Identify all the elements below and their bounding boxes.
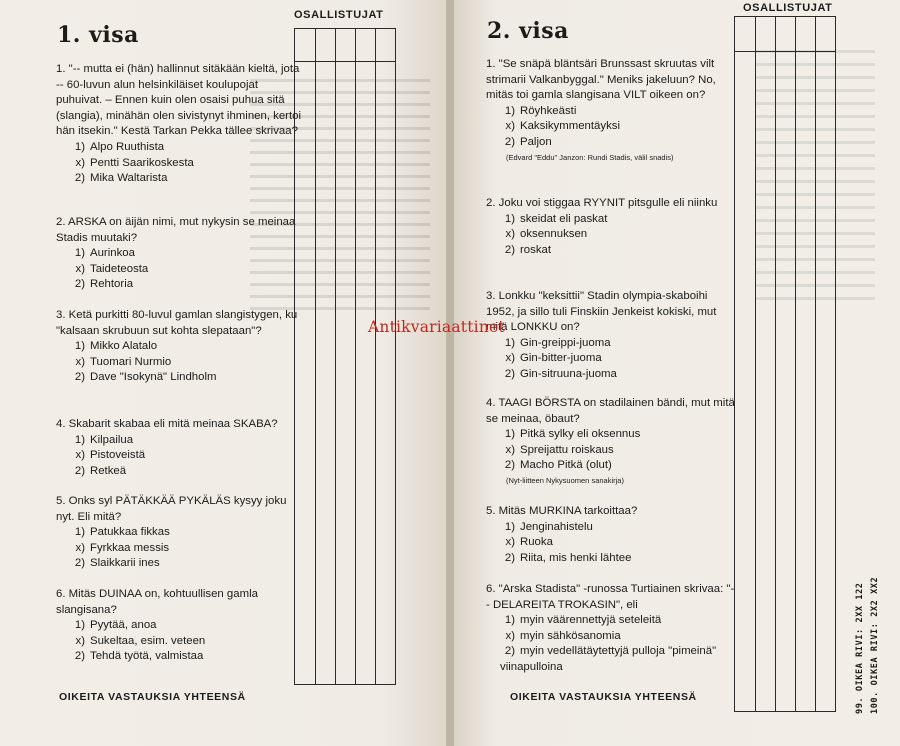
option-key: 1) xyxy=(74,433,85,446)
option-text: Retkeä xyxy=(90,464,127,477)
question-text: 4. Skabarit skabaa eli mitä meinaa SKABA? xyxy=(56,418,278,430)
side-answer-line-100: 100. OIKEA RIVI: 2X2 XX2 xyxy=(870,576,880,714)
question-text: 5. Mitäs MURKINA tarkoittaa? xyxy=(486,505,638,517)
question-text: 3. Ketä purkitti 80-luvul gamlan slangistygen, ku "kalsaan skrubuun sut kohta slepataan"? xyxy=(56,309,298,337)
option-text: Kaksikymmentäyksi xyxy=(520,120,621,133)
option-key: 1) xyxy=(504,520,515,533)
option-key: 2) xyxy=(74,172,85,185)
option-key: 1) xyxy=(74,140,85,153)
watermark-text: Antikvariaattinet xyxy=(368,318,505,336)
option-text: skeidat eli paskat xyxy=(520,212,608,225)
answer-option xyxy=(70,140,306,156)
option-key: 1) xyxy=(74,526,85,539)
answer-option xyxy=(500,613,736,629)
answer-option xyxy=(70,246,306,262)
option-key: 2) xyxy=(504,645,515,658)
option-text: Tuomari Nurmio xyxy=(90,355,172,368)
grid-column-line xyxy=(795,17,796,711)
option-text: Rehtoria xyxy=(90,278,134,291)
answer-option xyxy=(70,525,306,541)
right-quiz-title: 2. visa xyxy=(487,18,569,44)
option-key: x) xyxy=(505,228,515,241)
question xyxy=(56,308,306,386)
question-text: 1. "Se snäpä bläntsäri Brunssast skruutas vilt strimarii Valkanbyggal." Meniks jakeluun? No, mitäs toi gamla slangisana VILT oikeen on? xyxy=(486,58,716,102)
answer-option xyxy=(70,634,306,650)
answer-option xyxy=(70,541,306,557)
answer-option xyxy=(70,618,306,634)
option-key: 2) xyxy=(504,367,515,380)
grid-column-line xyxy=(375,29,376,684)
question-text: 4. TAAGI BÖRSTA on stadilainen bändi, mut mitä se meinaa, öbaut? xyxy=(486,397,735,425)
option-text: Tehdä työtä, valmistaa xyxy=(90,650,204,663)
option-text: Paljon xyxy=(520,135,552,148)
question-text: 2. Joku voi stiggaa RYYNIT pitsgulle eli niinku xyxy=(486,197,718,209)
answer-option xyxy=(70,433,306,449)
option-text: Mikko Alatalo xyxy=(90,340,158,353)
left-footer-total-label: OIKEITA VASTAUKSIA YHTEENSÄ xyxy=(59,691,246,703)
source-note: (Edvard "Eddu" Janzon: Rundi Stadis, välil snadis) xyxy=(506,152,674,162)
option-text: Gin-bitter-juoma xyxy=(520,352,602,365)
option-key: 1) xyxy=(504,336,515,349)
option-key: 1) xyxy=(74,340,85,353)
option-text: Patukkaa fikkas xyxy=(90,526,170,539)
question xyxy=(56,494,306,572)
option-text: Slaikkarii ines xyxy=(90,557,160,570)
option-text: Gin-sitruuna-juoma xyxy=(520,367,617,380)
grid-column-line xyxy=(755,17,756,711)
option-text: Macho Pitkä (olut) xyxy=(520,459,612,472)
book-gutter xyxy=(446,0,454,746)
option-text: Kilpailua xyxy=(90,433,134,446)
answer-option xyxy=(70,171,306,187)
option-key: 2) xyxy=(74,650,85,663)
grid-column-line xyxy=(355,29,356,684)
option-text: Pyytää, anoa xyxy=(90,619,157,632)
answer-option xyxy=(500,551,736,567)
option-key: 2) xyxy=(74,278,85,291)
answer-option xyxy=(70,355,306,371)
option-key: x) xyxy=(75,156,85,169)
answer-option xyxy=(500,535,736,551)
option-text: Pistoveistä xyxy=(90,449,146,462)
option-key: 2) xyxy=(74,371,85,384)
question-text: 1. "-- mutta ei (hän) hallinnut sitäkään kieltä, jota -- 60-luvun alun helsinkiläiset koulupojat puhuivat. – Ennen kuin olen osaisi puhua sitä (slangia), minähän olen sivistynyt ihminen, kertoi hän itsekin." Kestä Tarkan Pekka tällee skrivaa? xyxy=(56,63,302,138)
answer-option xyxy=(500,212,736,228)
question xyxy=(56,587,306,665)
answer-option xyxy=(500,427,736,443)
answer-option xyxy=(500,135,736,151)
option-text: oksennuksen xyxy=(520,228,588,241)
option-text: Spreijattu roiskaus xyxy=(520,443,614,456)
source-note: (Nyt-liitteen Nykysuomen sanakirja) xyxy=(506,475,624,485)
option-text: Pitkä sylky eli oksennus xyxy=(520,428,641,441)
option-text: roskat xyxy=(520,243,552,256)
left-participants-label: OSALLISTUJAT xyxy=(294,9,384,21)
option-key: x) xyxy=(505,536,515,549)
right-footer-total-label: OIKEITA VASTAUKSIA YHTEENSÄ xyxy=(510,691,697,703)
question-text: 6. Mitäs DUINAA on, kohtuullisen gamla slangisana? xyxy=(56,588,258,616)
answer-option xyxy=(70,262,306,278)
side-answer-line-99: 99. OIKEA RIVI: 2XX 122 xyxy=(855,582,865,714)
option-key: 1) xyxy=(504,614,515,627)
question xyxy=(56,215,306,293)
left-answer-grid xyxy=(294,28,396,685)
option-key: 1) xyxy=(74,619,85,632)
question-text: 5. Onks syl PÄTÄKKÄÄ PYKÄLÄS kysyy joku nyt. Eli mitä? xyxy=(56,495,287,523)
question xyxy=(486,504,736,566)
option-key: 2) xyxy=(74,557,85,570)
answer-option xyxy=(70,370,306,386)
option-text: Fyrkkaa messis xyxy=(90,541,170,554)
answer-option xyxy=(500,336,736,352)
answer-option xyxy=(70,339,306,355)
grid-column-line xyxy=(315,29,316,684)
option-text: Mika Waltarista xyxy=(90,172,168,185)
option-key: x) xyxy=(75,541,85,554)
option-key: x) xyxy=(505,629,515,642)
question xyxy=(486,396,736,487)
option-text: myin väärennettyjä seteleitä xyxy=(520,614,662,627)
question xyxy=(486,582,736,676)
option-text: myin sähkösanomia xyxy=(520,629,621,642)
option-text: Riita, mis henki lähtee xyxy=(520,551,632,564)
answer-option xyxy=(70,156,306,172)
answer-option xyxy=(500,119,736,135)
option-key: 1) xyxy=(504,212,515,225)
option-text: Röyhkeästi xyxy=(520,104,577,117)
option-key: x) xyxy=(75,262,85,275)
answer-option xyxy=(500,458,736,474)
answer-option xyxy=(500,227,736,243)
option-key: x) xyxy=(75,634,85,647)
answer-option xyxy=(70,464,306,480)
grid-column-line xyxy=(775,17,776,711)
question-text: 3. Lonkku "keksittii" Stadin olympia-skaboihi 1952, ja sillo tuli Finskiin Jenkeist kokiski, mut mitä LONKKU on? xyxy=(486,290,717,334)
right-answer-grid xyxy=(734,16,836,712)
answer-option xyxy=(500,443,736,459)
answer-option xyxy=(500,351,736,367)
option-key: 1) xyxy=(74,247,85,260)
option-key: 2) xyxy=(504,459,515,472)
right-participants-label: OSALLISTUJAT xyxy=(743,2,833,14)
option-key: 1) xyxy=(504,428,515,441)
question xyxy=(56,62,306,187)
option-key: 2) xyxy=(74,464,85,477)
option-text: Ruoka xyxy=(520,536,553,549)
option-key: x) xyxy=(505,443,515,456)
answer-option xyxy=(500,104,736,120)
question-text: 2. ARSKA on äijän nimi, mut nykysin se meinaa Stadis muutaki? xyxy=(56,216,296,244)
answer-option xyxy=(500,520,736,536)
option-text: Dave "Isokynä" Lindholm xyxy=(90,371,217,384)
question xyxy=(486,196,736,258)
answer-option xyxy=(500,629,736,645)
option-key: 1) xyxy=(504,104,515,117)
question xyxy=(486,57,736,164)
grid-column-line xyxy=(815,17,816,711)
question xyxy=(486,289,736,383)
option-key: x) xyxy=(75,449,85,462)
left-quiz-title: 1. visa xyxy=(57,22,139,48)
option-text: Alpo Ruuthista xyxy=(90,140,165,153)
answer-option xyxy=(70,649,306,665)
question-text: 6. "Arska Stadista" -runossa Turtiainen skrivaa: "-- DELAREITA TROKASIN", eli xyxy=(486,583,735,611)
option-text: myin vedellätäytettyjä pulloja "pimeinä" viinapulloina xyxy=(500,645,717,673)
grid-column-line xyxy=(335,29,336,684)
answer-option xyxy=(70,448,306,464)
option-key: x) xyxy=(505,120,515,133)
option-key: x) xyxy=(75,355,85,368)
answer-option xyxy=(70,277,306,293)
option-text: Sukeltaa, esim. veteen xyxy=(90,634,206,647)
answer-option xyxy=(500,243,736,259)
option-key: x) xyxy=(505,352,515,365)
answer-option xyxy=(70,556,306,572)
answer-option xyxy=(500,367,736,383)
option-text: Gin-greippi-juoma xyxy=(520,336,611,349)
option-text: Aurinkoa xyxy=(90,247,135,260)
answer-option xyxy=(500,644,736,675)
option-text: Pentti Saarikoskesta xyxy=(90,156,194,169)
option-key: 2) xyxy=(504,551,515,564)
option-key: 2) xyxy=(504,135,515,148)
question xyxy=(56,417,306,479)
option-text: Jenginahistelu xyxy=(520,520,593,533)
option-text: Taideteosta xyxy=(90,262,149,275)
grid-header-line xyxy=(735,51,835,52)
option-key: 2) xyxy=(504,243,515,256)
grid-header-line xyxy=(295,61,395,62)
